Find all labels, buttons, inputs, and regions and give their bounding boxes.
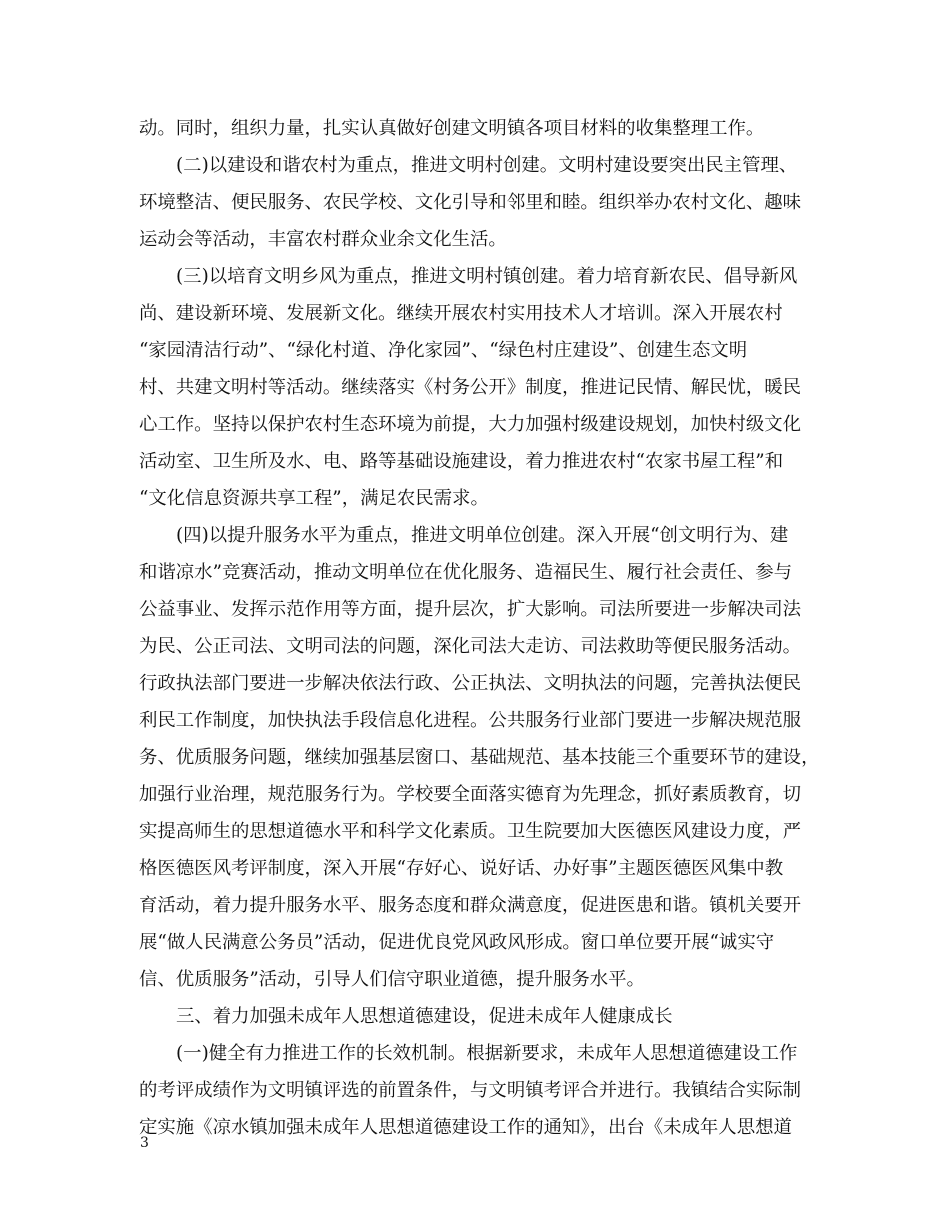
text-line: 利民工作制度，加快执法手段信息化进程。公共服务行业部门要进一步解决规范服: [139, 710, 802, 731]
text-line: 务、优质服务问题，继续加强基层窗口、基础规范、基本技能三个重要环节的建设，: [139, 747, 820, 768]
text-line: 行政执法部门要进一步解决依法行政、公正执法、文明执法的问题，完善执法便民: [139, 673, 802, 694]
text-line: 展“做人民满意公务员”活动，促进优良党风政风形成。窗口单位要开展“诚实守: [139, 932, 775, 953]
text-line: 动。同时，组织力量，扎实认真做好创建文明镇各项目材料的收集整理工作。: [139, 118, 765, 139]
page-number: 3: [140, 1135, 149, 1151]
text-line: 实提高师生的思想道德水平和科学文化素质。卫生院要加大医德医风建设力度，严: [139, 821, 802, 842]
text-line: 为民、公正司法、文明司法的问题，深化司法大走访、司法救助等便民服务活动。: [139, 636, 802, 657]
text-line: “家园清洁行动”、“绿化村道、净化家园”、“绿色村庄建设”、创建生态文明: [139, 340, 748, 361]
text-line: 的考评成绩作为文明镇评选的前置条件，与文明镇考评合并进行。我镇结合实际制: [139, 1080, 802, 1101]
text-line: 村、共建文明村等活动。继续落实《村务公开》制度，推进记民情、解民忧，暖民: [139, 377, 802, 398]
text-line: (一)健全有力推进工作的长效机制。根据新要求，未成年人思想道德建设工作: [176, 1043, 798, 1064]
text-line: 格医德医风考评制度，深入开展“存好心、说好话、办好事”主题医德医风集中教: [139, 858, 784, 879]
text-line: 环境整洁、便民服务、农民学校、文化引导和邻里和睦。组织举办农村文化、趣味: [139, 192, 802, 213]
text-line: 活动室、卫生所及水、电、路等基础设施建设，着力推进农村“农家书屋工程”和: [139, 451, 784, 472]
text-line: 运动会等活动，丰富农村群众业余文化生活。: [139, 229, 507, 250]
text-line: (二)以建设和谐农村为重点，推进文明村创建。文明村建设要突出民主管理、: [176, 155, 798, 176]
text-line: 和谐凉水”竞赛活动，推动文明单位在优化服务、造福民生、履行社会责任、参与: [139, 562, 793, 583]
text-line: 公益事业、发挥示范作用等方面，提升层次，扩大影响。司法所要进一步解决司法: [139, 599, 802, 620]
text-line: 信、优质服务”活动，引导人们信守职业道德，提升服务水平。: [139, 969, 645, 990]
text-line: (四)以提升服务水平为重点，推进文明单位创建。深入开展“创文明行为、建: [176, 525, 789, 546]
text-line: “文化信息资源共享工程”，满足农民需求。: [139, 488, 489, 509]
text-line: 育活动，着力提升服务水平、服务态度和群众满意度，促进医患和谐。镇机关要开: [139, 895, 802, 916]
text-line: (三)以培育文明乡风为重点，推进文明村镇创建。着力培育新农民、倡导新风: [176, 266, 798, 287]
text-line: 心工作。坚持以保护农村生态环境为前提，大力加强村级建设规划，加快村级文化: [139, 414, 802, 435]
section-heading: 三、着力加强未成年人思想道德建设，促进未成年人健康成长: [176, 1006, 673, 1027]
text-line: 定实施《凉水镇加强未成年人思想道德建设工作的通知》，出台《未成年人思想道: [139, 1117, 792, 1138]
text-line: 尚、建设新环境、发展新文化。继续开展农村实用技术人才培训。深入开展农村: [139, 303, 783, 324]
text-line: 加强行业治理，规范服务行为。学校要全面落实德育为先理念，抓好素质教育，切: [139, 784, 802, 805]
